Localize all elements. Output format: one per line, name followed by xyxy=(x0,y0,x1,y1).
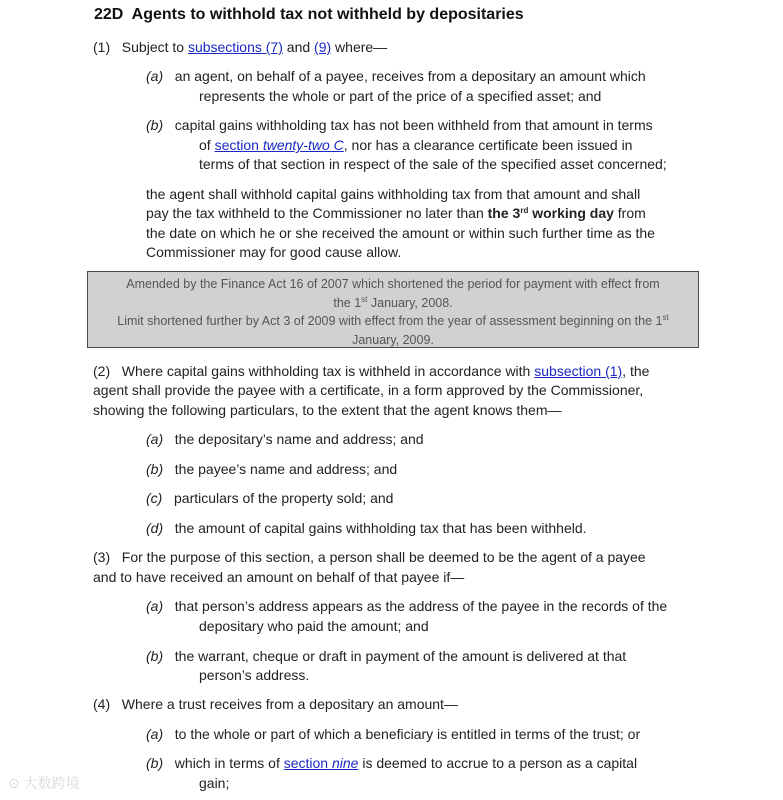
section-number: 22D xyxy=(94,6,124,23)
watermark-logo-icon: ⊙ xyxy=(8,775,20,791)
text: pay the tax withheld to the Commissioner no later than xyxy=(146,205,484,221)
text: is deemed to accrue to a person as a capital xyxy=(362,755,638,771)
subsection-2 xyxy=(93,362,649,382)
text: of xyxy=(199,137,211,153)
text: capital gains withholding tax has not been withheld from that amount in terms xyxy=(174,117,653,133)
text: the depositary’s name and address; and xyxy=(174,431,424,447)
note-line xyxy=(88,294,698,313)
subsection-1-tail-line2 xyxy=(146,204,646,224)
text: agent shall provide the payee with a certificate, in a form approved by the Commissioner, xyxy=(93,382,644,398)
text: the agent shall withhold capital gains withholding tax from that amount and shall xyxy=(146,186,641,202)
text: the amount of capital gains withholding tax that has been withheld. xyxy=(174,520,587,536)
paragraph-4b xyxy=(146,754,637,774)
paragraph-label: (b) xyxy=(146,461,164,477)
note-line xyxy=(88,312,698,331)
superscript: rd xyxy=(520,206,529,215)
text: , the xyxy=(622,363,650,379)
subsection-1-intro xyxy=(93,38,387,58)
note-line: Amended by the Finance Act 16 of 2007 which shortened the period for payment with effect from xyxy=(126,277,660,291)
paragraph-2c xyxy=(146,489,393,509)
text: the payee’s name and address; and xyxy=(174,461,398,477)
paragraph-2d xyxy=(146,519,587,539)
text: where— xyxy=(335,39,388,55)
subsection-label: (1) xyxy=(93,39,111,55)
text: represents the whole or part of the price of a specified asset; and xyxy=(199,88,602,104)
paragraph-label: (a) xyxy=(146,431,164,447)
text: twenty-two C xyxy=(262,137,344,153)
paragraph-3b xyxy=(146,647,626,667)
note-line: January, 2009. xyxy=(352,332,434,347)
text: particulars of the property sold; and xyxy=(174,490,394,506)
text: Subject to xyxy=(121,39,185,55)
section-title: Agents to withhold tax not withheld by depositaries xyxy=(131,6,524,23)
subsection-label: (3) xyxy=(93,549,111,565)
paragraph-label: (c) xyxy=(146,490,163,506)
text: the 3 xyxy=(487,205,521,221)
section-heading xyxy=(94,5,524,25)
link-subsection-1[interactable]: subsection (1) xyxy=(534,363,623,379)
text: the warrant, cheque or draft in payment of the amount is delivered at that xyxy=(174,648,627,664)
paragraph-label: (b) xyxy=(146,648,164,664)
paragraph-1b-line2 xyxy=(199,136,632,156)
subsection-label: (4) xyxy=(93,696,111,712)
text: terms of that section in respect of the sale of the specified asset concerned; xyxy=(199,156,667,172)
superscript: st xyxy=(662,313,669,322)
text: depositary who paid the amount; and xyxy=(199,618,429,634)
text: showing the following particulars, to the extent that the agent knows them— xyxy=(93,402,562,418)
text: For the purpose of this section, a person shall be deemed to be the agent of a payee xyxy=(121,549,646,565)
paragraph-label: (a) xyxy=(146,68,164,84)
text: Commissioner may for good cause allow. xyxy=(146,244,402,260)
paragraph-1a xyxy=(146,67,646,87)
text: the 1 xyxy=(333,295,362,310)
paragraph-label: (b) xyxy=(146,117,164,133)
paragraph-label: (d) xyxy=(146,520,164,536)
link-subsections-7[interactable]: subsections (7) xyxy=(187,39,283,55)
paragraph-label: (b) xyxy=(146,755,164,771)
amendment-note xyxy=(87,271,699,348)
text: that person’s address appears as the address of the payee in the records of the xyxy=(174,598,668,614)
watermark-text: 大数跨境 xyxy=(23,775,80,791)
text: which in terms of xyxy=(174,755,280,771)
text: , nor has a clearance certificate been issued in xyxy=(343,137,633,153)
text: an agent, on behalf of a payee, receives from a depositary an amount which xyxy=(174,68,646,84)
text: Where a trust receives from a depositary an amount— xyxy=(121,696,458,712)
text: January, 2008. xyxy=(370,295,453,310)
link-section-nine[interactable] xyxy=(284,755,359,771)
text: gain; xyxy=(199,775,230,791)
text: Where capital gains withholding tax is withheld in accordance with xyxy=(121,363,531,379)
text: nine xyxy=(331,755,359,771)
text: and xyxy=(286,39,311,55)
text: section xyxy=(283,755,329,771)
text: from xyxy=(617,205,646,221)
paragraph-4a xyxy=(146,725,640,745)
paragraph-label: (a) xyxy=(146,598,164,614)
text: and to have received an amount on behalf of that payee if— xyxy=(93,569,465,585)
text: the date on which he or she received the amount or within such further time as the xyxy=(146,225,655,241)
paragraph-2b xyxy=(146,460,397,480)
paragraph-1b xyxy=(146,116,653,136)
subsection-3 xyxy=(93,548,646,568)
paragraph-label: (a) xyxy=(146,726,164,742)
watermark xyxy=(8,774,80,794)
subsection-4 xyxy=(93,695,458,715)
subsection-label: (2) xyxy=(93,363,111,379)
paragraph-3a xyxy=(146,597,667,617)
text: person’s address. xyxy=(199,667,310,683)
superscript: st xyxy=(361,294,368,304)
text: to the whole or part of which a beneficiary is entitled in terms of the trust; or xyxy=(174,726,641,742)
link-subsection-9[interactable]: (9) xyxy=(314,39,332,55)
text: section xyxy=(214,137,259,153)
text: Limit shortened further by Act 3 of 2009 with effect from the year of assessment beginning on the 1 xyxy=(117,314,663,328)
paragraph-2a xyxy=(146,430,424,450)
text: working day xyxy=(532,205,614,221)
link-section-twenty-two-c[interactable] xyxy=(215,137,344,153)
